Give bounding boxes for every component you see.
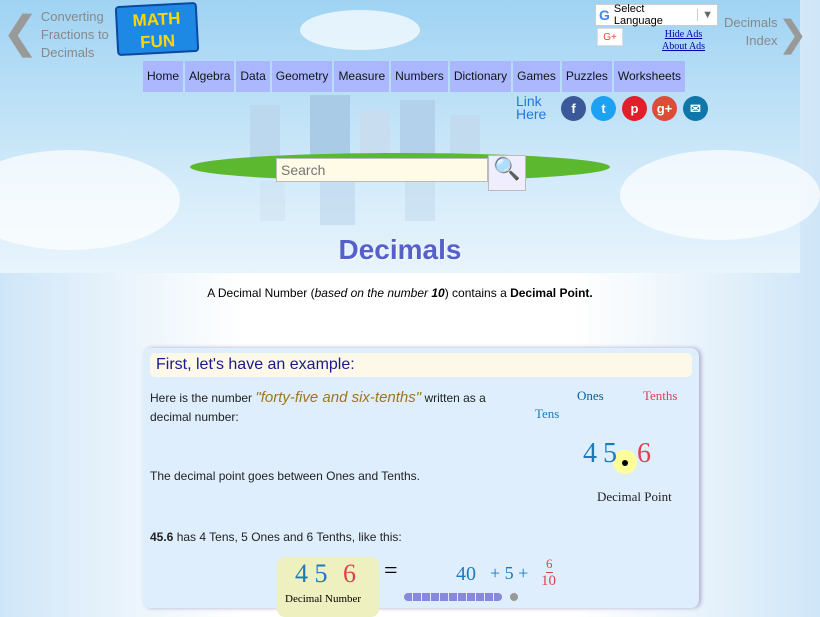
tens-paragraph (150, 528, 402, 547)
tens-beads (404, 593, 502, 601)
search-button[interactable] (488, 155, 526, 191)
hide-ads-link[interactable]: Hide Ads (664, 29, 703, 40)
example-panel (143, 348, 699, 608)
t: has 4 Tens, 5 Ones and 6 Tenths, like this: (173, 530, 402, 544)
link-line: Here (516, 106, 547, 122)
next-line: Index (745, 33, 778, 48)
t: written as a decimal number: (150, 391, 486, 424)
decimal-point-paragraph: The decimal point goes between Ones and Tenths. (150, 469, 420, 483)
fraction-numerator: 6 (546, 556, 553, 571)
email-icon[interactable]: ✉ (683, 96, 708, 121)
header-banner (0, 0, 808, 273)
eq-digits: 4 5 (295, 559, 328, 588)
intro-text (0, 286, 800, 300)
tens-label: Tens (535, 406, 560, 421)
google-icon: G (599, 7, 610, 23)
t: ) contains a (444, 286, 511, 300)
menu-geometry[interactable]: Geometry (272, 61, 333, 92)
search-input[interactable] (276, 158, 488, 182)
eq-label: Decimal Number (285, 593, 362, 605)
t: 45.6 (150, 530, 174, 544)
prev-page-link[interactable] (2, 8, 109, 62)
pinterest-icon[interactable]: p (622, 96, 647, 121)
next-page-link[interactable] (724, 13, 808, 54)
eq-plus-five: + 5 + (490, 563, 529, 583)
magnifier-icon: 🔍 (493, 156, 521, 181)
t: based on the number (314, 286, 432, 300)
menu-dictionary[interactable]: Dictionary (450, 61, 511, 92)
main-menu (143, 61, 685, 92)
dropdown-arrow-icon: ▼ (697, 9, 717, 21)
t: "forty-five and six-tenths" (255, 389, 422, 406)
t: Here is the number (150, 391, 256, 405)
digit-6: 6 (637, 438, 651, 469)
gplus-button[interactable]: G+ (597, 28, 623, 46)
example-paragraph (150, 388, 530, 427)
language-select[interactable] (595, 4, 718, 26)
menu-algebra[interactable]: Algebra (185, 61, 234, 92)
menu-data[interactable]: Data (236, 61, 269, 92)
digit-4: 4 (583, 438, 597, 469)
menu-measure[interactable]: Measure (334, 61, 389, 92)
prev-line: Decimals (40, 45, 95, 60)
fraction-denominator: 10 (541, 573, 556, 589)
menu-puzzles[interactable]: Puzzles (562, 61, 612, 92)
menu-home[interactable]: Home (143, 61, 183, 92)
t: A Decimal Number ( (207, 286, 315, 300)
googleplus-icon[interactable]: g+ (652, 96, 677, 121)
ones-label: Ones (577, 388, 604, 403)
eq-tenths: 6 (343, 559, 356, 588)
ones-bead (510, 593, 518, 601)
twitter-icon[interactable]: t (591, 96, 616, 121)
t: Decimal Point. (510, 286, 593, 300)
menu-games[interactable]: Games (513, 61, 560, 92)
decimal-point-label: Decimal Point (597, 489, 672, 504)
prev-line: Converting (40, 9, 104, 24)
chevron-right-icon: ❯ (777, 13, 808, 54)
language-label: Select Language (613, 3, 663, 27)
about-ads-link[interactable]: About Ads (662, 41, 706, 52)
equals-sign: = (384, 558, 398, 584)
decimal-number-box (277, 557, 379, 617)
example-heading: First, let's have an example: (150, 353, 692, 377)
link-line: Link (516, 93, 542, 109)
menu-numbers[interactable]: Numbers (391, 61, 448, 92)
menu-worksheets[interactable]: Worksheets (614, 61, 685, 92)
digit-5: 5 (603, 438, 617, 469)
link-here[interactable] (516, 95, 546, 121)
eq-forty: 40 (456, 563, 476, 585)
facebook-icon[interactable]: f (561, 96, 586, 121)
prev-line: Fractions to (40, 27, 109, 42)
next-line: Decimals (724, 15, 778, 30)
logo[interactable]: MATH FUN (115, 2, 200, 56)
page-title: Decimals (338, 234, 462, 265)
tenths-label: Tenths (643, 388, 678, 403)
t: 10 (431, 286, 445, 300)
decimal-dot (622, 460, 628, 466)
chevron-left-icon: ❮ (2, 8, 39, 57)
